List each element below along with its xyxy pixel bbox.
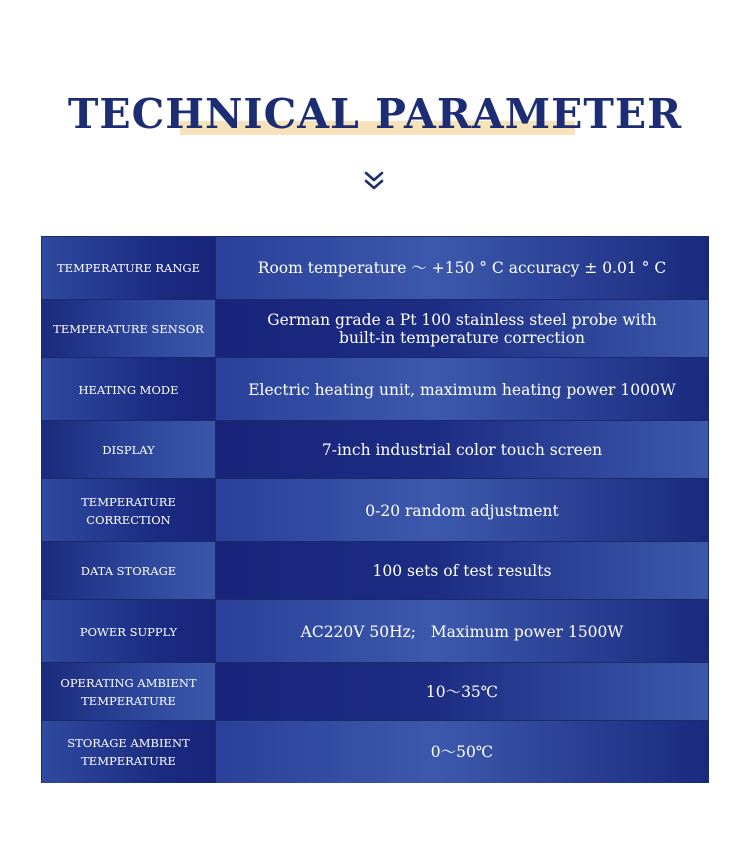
param-label: POWER SUPPLY	[42, 600, 216, 663]
param-value: 0-20 random adjustment	[216, 479, 708, 542]
param-row-display	[42, 420, 708, 479]
param-label: OPERATING AMBIENT TEMPERATURE	[42, 663, 216, 721]
param-row-power-supply	[42, 599, 708, 663]
param-value: Electric heating unit, maximum heating power 1000W	[216, 358, 708, 421]
param-label: DISPLAY	[42, 421, 216, 479]
param-label: TEMPERATURE RANGE	[42, 237, 216, 299]
param-value: German grade a Pt 100 stainless steel probe with built-in temperature correction	[216, 300, 708, 358]
param-row-storage-ambient-temperature	[42, 720, 708, 783]
param-row-temperature-range	[42, 237, 708, 299]
param-row-data-storage	[42, 541, 708, 600]
param-label: DATA STORAGE	[42, 542, 216, 600]
param-row-operating-ambient-temperature	[42, 662, 708, 721]
param-row-temperature-correction	[42, 478, 708, 542]
page-header	[0, 88, 750, 148]
param-value: 10～35℃	[216, 663, 708, 721]
param-label: TEMPERATURE SENSOR	[42, 300, 216, 358]
param-value: 7-inch industrial color touch screen	[216, 421, 708, 479]
parameter-table	[41, 236, 709, 783]
param-row-heating-mode	[42, 357, 708, 421]
page-title: TECHNICAL PARAMETER	[67, 90, 683, 138]
param-label: TEMPERATURE CORRECTION	[42, 479, 216, 542]
param-value: AC220V 50Hz; Maximum power 1500W	[216, 600, 708, 663]
param-value: 0～50℃	[216, 721, 708, 783]
param-value: Room temperature ～ +150 ° C accuracy ± 0.01 ° C	[216, 237, 708, 299]
double-chevron-down-icon	[363, 170, 385, 192]
param-value: 100 sets of test results	[216, 542, 708, 600]
param-label: STORAGE AMBIENT TEMPERATURE	[42, 721, 216, 783]
param-label: HEATING MODE	[42, 358, 216, 421]
param-row-temperature-sensor	[42, 299, 708, 358]
